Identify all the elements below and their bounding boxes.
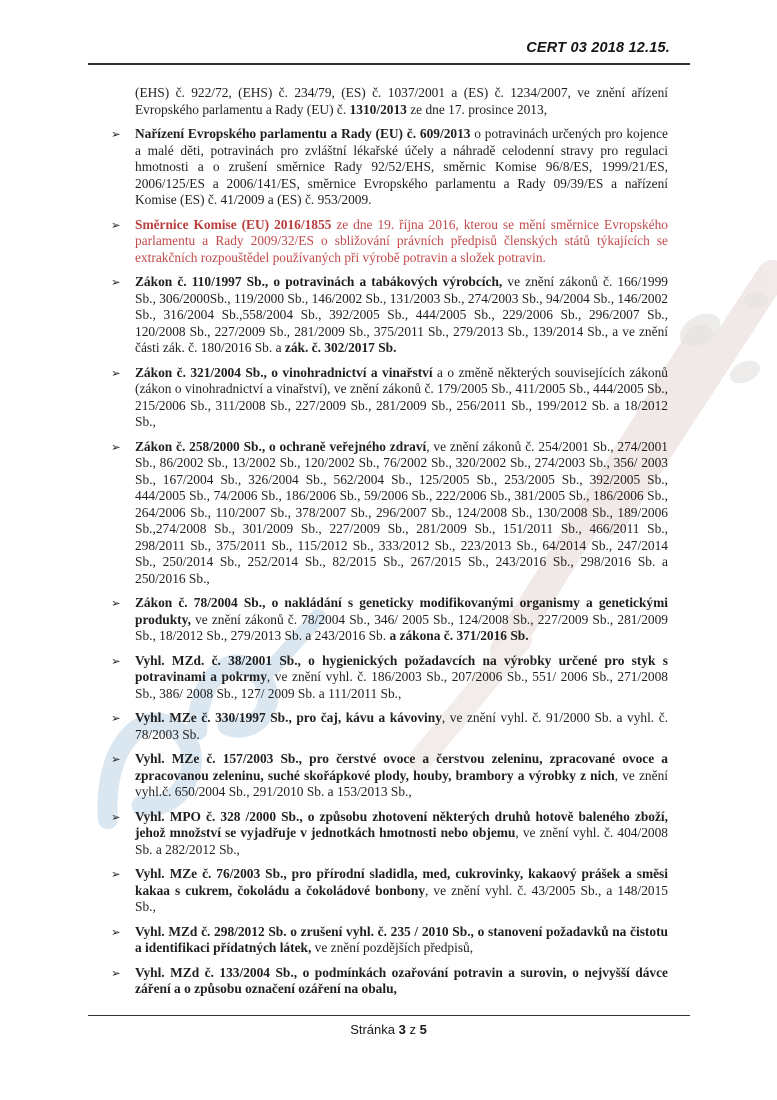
watermark-blobs <box>674 292 768 388</box>
text-run: Vyhl. MZd. č. 38/2001 Sb., o hygienických požadavcích na výrobky určené pro styk s potravinami a pokrmy <box>135 652 668 684</box>
text-run: 1310/2013 <box>349 101 407 117</box>
text-run: Zákon č. 110/1997 Sb., o potravinách a tabákových výrobcích, <box>135 274 503 289</box>
document-body <box>111 85 668 1006</box>
text-run: Zákon č. 321/2004 Sb., o vinohradnictví a vinařství <box>135 364 433 380</box>
text-run: Zákon č. 78/2004 Sb., o nakládání s geneticky modifikovanými organismy a genetickými produkty, <box>135 595 668 627</box>
text-run: zák. č. 302/2017 Sb. <box>284 340 397 355</box>
list-item <box>111 274 668 357</box>
bullet-arrow-icon: ➢ <box>111 596 121 610</box>
header-rule <box>88 63 690 65</box>
bullet-arrow-icon: ➢ <box>111 127 121 141</box>
text-run: Stránka <box>350 1022 399 1037</box>
text-run: o potravinách určených pro kojence a malé děti, potravinách pro zvláštní lékařské účely a náhradě celodenní stravy pro regulaci hmotnosti a o zrušení směrnice Rady 92/52/EHS, směrnic Komise 96/8/ES, 1999/21/ES, 2006/125/ES a 2006/141/ES, směrnice Evropského parlamentu a Rady 09/39/ES a nařízení Komise (ES) č. 41/2009 a (ES) č. 953/2009. <box>135 126 668 207</box>
text-run: , ve znění vyhl.č. 650/2004 Sb., 291/2010 Sb. a 153/2013 Sb., <box>135 767 668 799</box>
text-run: (EHS) č. 922/72, (EHS) č. 234/79, (ES) č. 1037/2001 a (ES) č. 1234/2007, ve znění ařízení Evropského parlamentu a Rady (EU) č. <box>135 85 668 117</box>
bullet-arrow-icon: ➢ <box>111 867 121 881</box>
list-item <box>111 216 668 267</box>
page-header: CERT 03 2018 12.15. <box>526 40 670 56</box>
list-item <box>111 808 668 859</box>
text-run: Zákon č. 258/2000 Sb., o ochraně veřejného zdraví <box>135 438 427 454</box>
bullet-arrow-icon: ➢ <box>111 809 121 824</box>
bullet-arrow-icon: ➢ <box>111 365 121 380</box>
text-run: Vyhl. MZe č. 76/2003 Sb., pro přírodní sladidla, med, cukrovinky, kakaový prášek a směsi kakaa s cukrem, čokoládu a čokoládové bonbony <box>135 866 668 898</box>
list-item <box>111 595 668 645</box>
list-item <box>111 364 668 431</box>
list-item <box>111 710 668 743</box>
text-run: Vyhl. MPO č. 328 /2000 Sb., o způsobu zhotovení některých druhů hotově baleného zboží, jehož množství se vyjadřuje v jednotkách hmotnosti nebo objemu <box>135 808 668 840</box>
list-item <box>111 126 668 209</box>
bullet-arrow-icon: ➢ <box>111 965 121 980</box>
text-run: a o změně některých souvisejících zákonů (zákon o vinohradnictví a vinařství), ve znění zákonů č. 179/2005 Sb., 411/2005 Sb., 444/2005 Sb., 215/2006 Sb., 311/2008 Sb., 227/2009 Sb., 281/2009 Sb., 256/2011 Sb., 199/2012 Sb. a 18/2012 Sb., <box>135 364 668 429</box>
bullet-arrow-icon: ➢ <box>111 752 121 766</box>
list-item <box>111 652 668 703</box>
text-run: ze dne 19. října 2016, kterou se mění směrnice Evropského parlamentu a Rady 2009/32/ES o sbližování právních předpisů členských států týkajících se extrakčních rozpouštědel používaných při výrobě potravin a složek potravin. <box>135 216 668 265</box>
text-run: Vyhl. MZd č. 133/2004 Sb., o podmínkách ozařování potravin a surovin, o nejvyšší dávce záření a o způsobu označení ozáření na obalu, <box>135 964 668 996</box>
text-run: ve znění zákonů č. 78/2004 Sb., 346/ 2005 Sb., 124/2008 Sb., 227/2009 Sb., 281/2009 Sb., 18/2012 Sb., 279/2013 Sb. a 243/2016 Sb. <box>135 611 668 643</box>
text-run: ze dne 17. prosince 2013, <box>406 101 548 117</box>
bullet-arrow-icon: ➢ <box>111 924 121 939</box>
text-run: , ve znění vyhl. č. 186/2003 Sb., 207/2006 Sb., 551/ 2006 Sb., 271/2008 Sb., 386/ 2008 Sb., 127/ 2009 Sb. a 111/2011 Sb., <box>135 669 668 701</box>
text-run: ve znění pozdějších předpisů, <box>311 940 474 955</box>
text-run: Vyhl. MZe č. 157/2003 Sb., pro čerstvé ovoce a čerstvou zeleninu, zpracované ovoce a zpracovanou zeleninu, suché skořápkové plody, houby, brambory a výrobky z nich <box>135 751 668 783</box>
bullet-arrow-icon: ➢ <box>111 275 121 289</box>
bullet-arrow-icon: ➢ <box>111 439 121 454</box>
text-run: Směrnice Komise (EU) 2016/1855 <box>135 216 332 232</box>
page-number-footer <box>0 1022 777 1037</box>
text-run: z <box>405 1022 420 1037</box>
text-run: , ve znění vyhl. č. 91/2000 Sb. a vyhl. č. 78/2003 Sb. <box>135 710 668 742</box>
text-run: Vyhl. MZd č. 298/2012 Sb. o zrušení vyhl. č. 235 / 2010 Sb., o stanovení požadavků na čistotu a identifikaci přídatných látek, <box>135 923 668 955</box>
list-item <box>111 964 668 998</box>
text-run: 5 <box>419 1022 427 1037</box>
text-run: 3 <box>398 1022 406 1037</box>
list-item <box>111 751 668 801</box>
bullet-arrow-icon: ➢ <box>111 217 121 232</box>
footer-rule <box>88 1015 690 1016</box>
bullet-arrow-icon: ➢ <box>111 653 121 668</box>
text-run: , ve znění vyhl. č. 43/2005 Sb., a 148/2015 Sb., <box>135 882 668 914</box>
text-run: Vyhl. MZe č. 330/1997 Sb., pro čaj, kávu a kávoviny <box>135 710 442 725</box>
text-run: ve znění zákonů č. 166/1999 Sb., 306/2000Sb., 119/2000 Sb., 146/2002 Sb., 131/2003 Sb., 274/2003 Sb., 94/2004 Sb., 146/2002 Sb., 316/2004 Sb.,558/2004 Sb., 392/2005 Sb., 444/2005 Sb., 229/2006 Sb., 296/2007 Sb., 120/2008 Sb., 227/2009 Sb., 281/2009 Sb., 375/2011 Sb., 279/2013 Sb., 139/2014 Sb., a ve znění části zák. č. 180/2016 Sb. a <box>135 274 668 355</box>
bullet-arrow-icon: ➢ <box>111 711 121 725</box>
text-run: a zákona č. 371/2016 Sb. <box>386 628 529 643</box>
paragraph <box>135 85 668 118</box>
list-item <box>111 923 668 957</box>
list-item <box>111 438 668 588</box>
text-run: , ve znění zákonů č. 254/2001 Sb., 274/2001 Sb., 86/2002 Sb., 13/2002 Sb., 120/2002 Sb., 76/2002 Sb., 320/2002 Sb., 274/2003 Sb., 356/ 2003 Sb., 167/2004 Sb., 326/2004 Sb., 562/2004 Sb., 125/2005 Sb., 253/2005 Sb., 392/2005 Sb., 444/2005 Sb., 74/2006 Sb., 186/2006 Sb., 59/2006 Sb., 222/2006 Sb., 381/2005 Sb., 186/2006 Sb., 264/2006 Sb., 110/2007 Sb., 378/2007 Sb., 296/2007 Sb., 124/2008 Sb., 130/2008 Sb., 189/2006 Sb.,274/2008 Sb., 301/2009 Sb., 227/2009 Sb., 281/2009 Sb., 151/2011 Sb., 466/2011 Sb., 298/2011 Sb., 375/2011 Sb., 115/2012 Sb., 333/2012 Sb., 223/2013 Sb., 64/2014 Sb., 247/2014 Sb., 250/2014 Sb., 252/2014 Sb., 82/2015 Sb., 267/2015 Sb., 243/2016 Sb., 298/2016 Sb. a 250/2016 Sb., <box>135 438 668 586</box>
text-run: , ve znění vyhl. č. 404/2008 Sb. a 282/2012 Sb., <box>135 825 668 857</box>
list-item <box>111 866 668 916</box>
text-run: Nařízení Evropského parlamentu a Rady (EU) č. 609/2013 <box>135 126 471 141</box>
